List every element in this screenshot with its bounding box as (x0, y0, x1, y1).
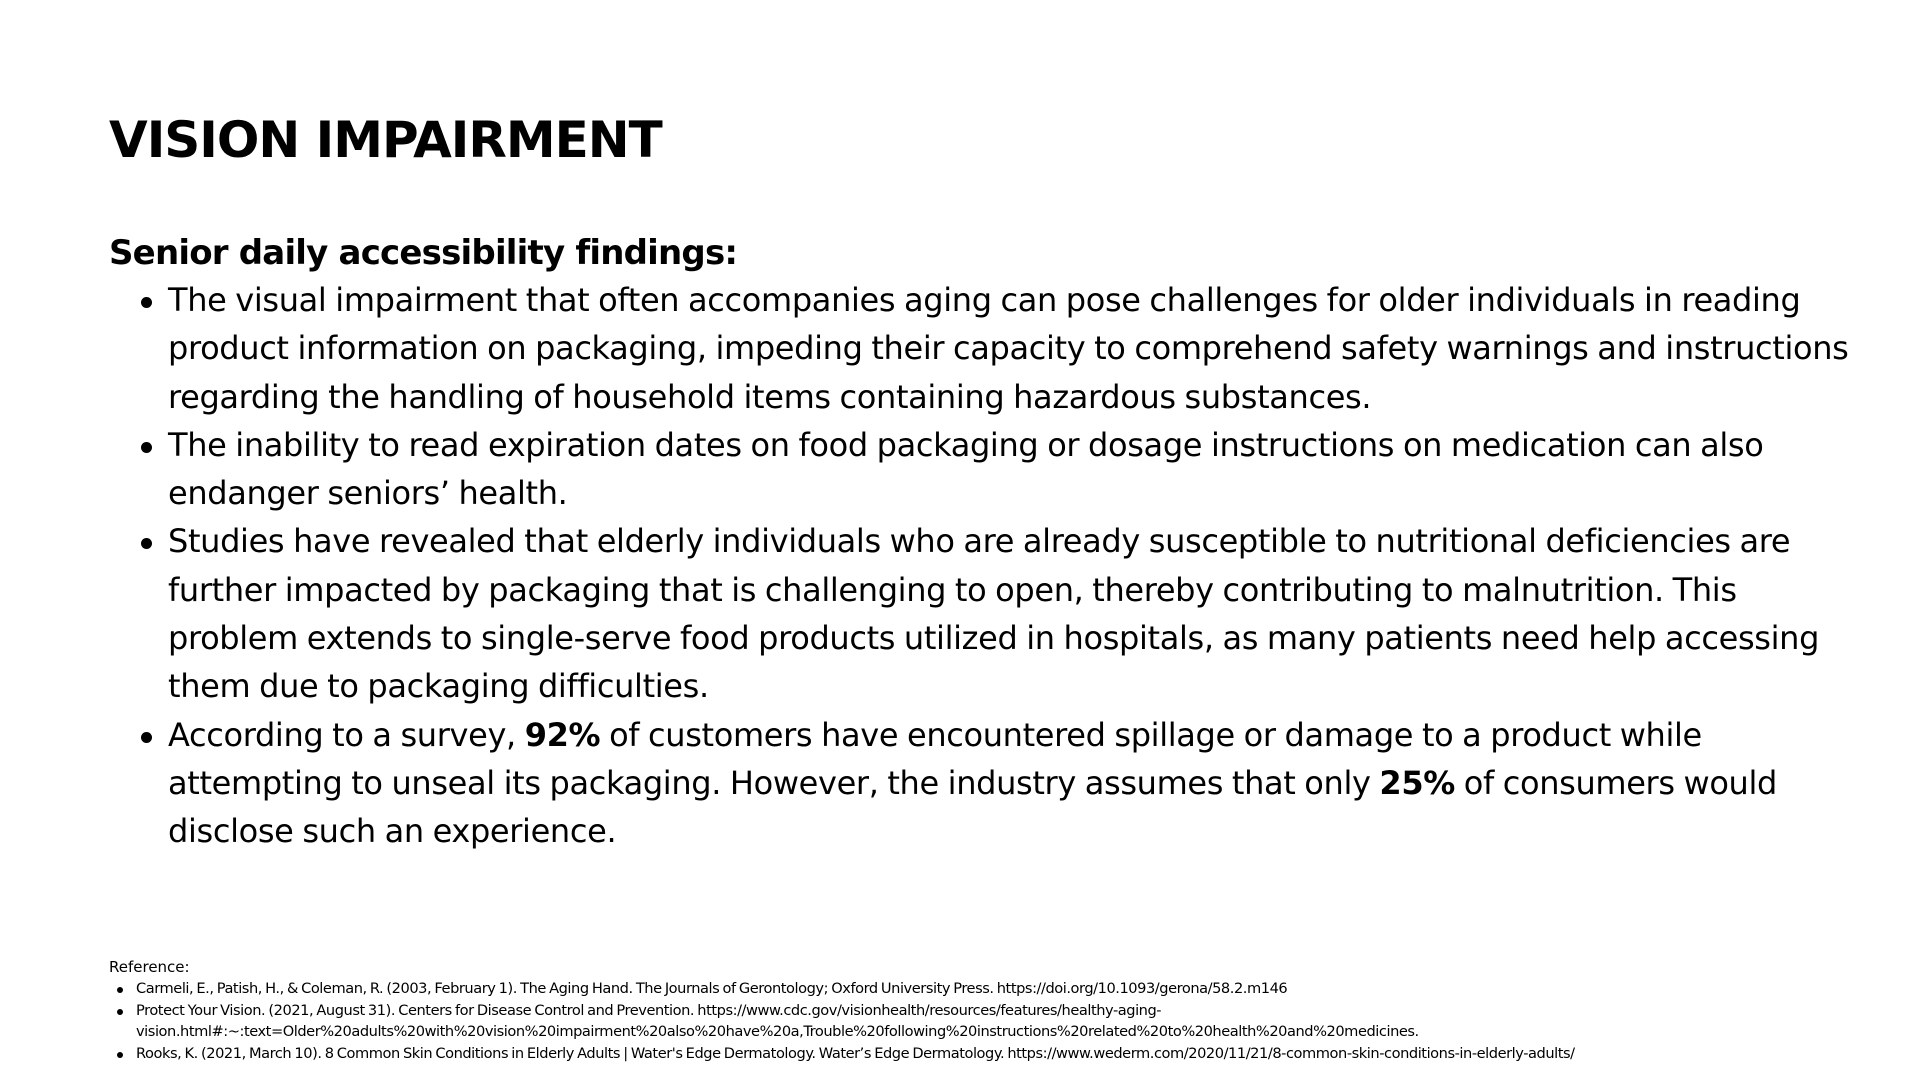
statistic-25: 25% (1379, 763, 1455, 802)
finding-text: The visual impairment that often accompanies aging can pose challenges for older individuals in reading product information on packaging, impeding their capacity to comprehend safety warnings and instructions regarding the handling of household items containing hazardous substances. (168, 281, 1849, 416)
slide-title: VISION IMPAIRMENT (109, 111, 662, 169)
bullet-icon (141, 442, 152, 453)
finding-text-part: of consumers would disclose such an experience. (168, 763, 1777, 851)
bullet-icon (141, 538, 152, 549)
bullet-icon (141, 297, 152, 308)
reference-text: Protect Your Vision. (2021, August 31). Centers for Disease Control and Prevention. https://www.cdc.gov/visionhealth/resources/features/healthy-aging- (136, 1001, 1162, 1019)
finding-item (109, 711, 1869, 856)
finding-text-part: According to a survey, (168, 715, 525, 754)
finding-text: Studies have revealed that elderly individuals who are already susceptible to nutritional deficiencies are further impacted by packaging that is challenging to open, thereby contributing to malnutrition. This problem extends to single-serve food products utilized in hospitals, as many patients need help accessing them due to packaging difficulties. (168, 522, 1820, 706)
reference-item (109, 1000, 1889, 1043)
finding-item (109, 517, 1869, 710)
bullet-icon (117, 1009, 123, 1015)
reference-item (109, 978, 1889, 1000)
finding-item (109, 276, 1869, 421)
reference-text: Carmeli, E., Patish, H., & Coleman, R. (2003, February 1). The Aging Hand. The Journals of Gerontology; Oxford University Press. https://doi.org/10.1093/gerona/58.2.m146 (136, 980, 1288, 997)
statistic-92: 92% (524, 715, 601, 754)
references-heading: Reference: (109, 958, 190, 976)
findings-list (109, 276, 1869, 856)
finding-text-part: of customers have encountered spillage or damage to a product while attempting to unseal its packaging. However, the industry assumes that only (168, 715, 1702, 802)
slide-subtitle: Senior daily accessibility findings: (109, 233, 738, 273)
reference-text: Rooks, K. (2021, March 10). 8 Common Skin Conditions in Elderly Adults | Water's Edge Dermatology. Water’s Edge Dermatology. https://www.wederm.com/2020/11/21/8-common-skin-conditions-in-elderly-adults/ (136, 1044, 1575, 1062)
references-list (109, 978, 1889, 1064)
bullet-icon (117, 1052, 123, 1058)
finding-text: The inability to read expiration dates on food packaging or dosage instructions on medication can also endanger seniors’ health. (168, 425, 1764, 513)
bullet-icon (117, 987, 123, 993)
finding-item (109, 421, 1869, 518)
references-section (109, 956, 1889, 1064)
bullet-icon (141, 732, 152, 743)
reference-text-continued: vision.html#:~:text=Older%20adults%20with%20vision%20impairment%20also%20have%20a,Trouble%20following%20instructions%20related%20to%20health%20and%20medicines. (136, 1023, 1419, 1040)
reference-item (109, 1043, 1889, 1065)
